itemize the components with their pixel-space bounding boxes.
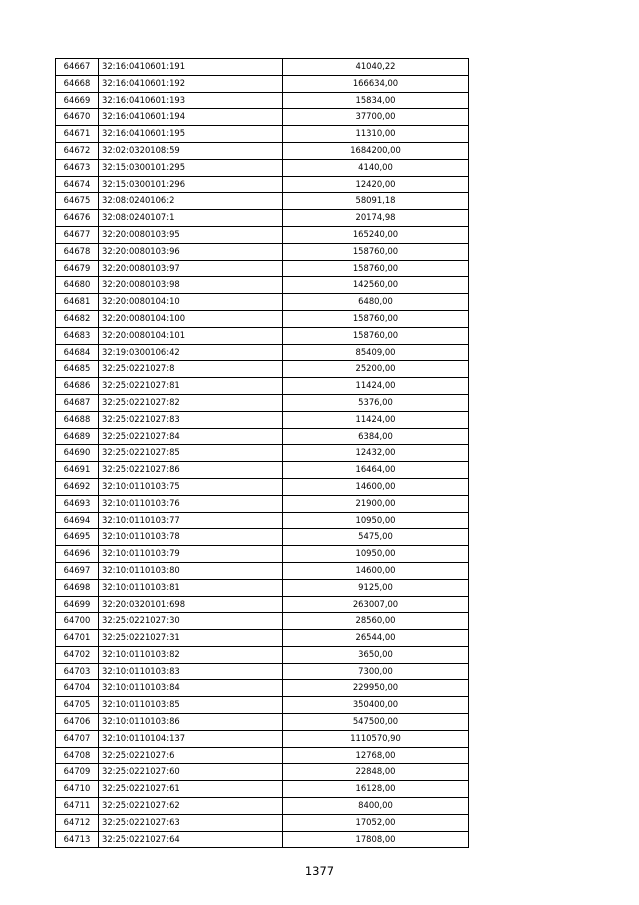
row-id-cell: 64691: [56, 462, 99, 479]
cadastral-number-cell: 32:16:0410601:194: [99, 109, 283, 126]
table-row: [56, 277, 469, 294]
table-row: [56, 798, 469, 815]
table-row: [56, 428, 469, 445]
cadastral-number-cell: 32:10:0110103:80: [99, 562, 283, 579]
value-cell: 158760,00: [283, 327, 469, 344]
row-id-cell: 64684: [56, 344, 99, 361]
table-row: [56, 361, 469, 378]
value-cell: 58091,18: [283, 193, 469, 210]
row-id-cell: 64671: [56, 126, 99, 143]
cadastral-number-cell: 32:10:0110103:82: [99, 646, 283, 663]
cadastral-number-cell: 32:19:0300106:42: [99, 344, 283, 361]
cadastral-number-cell: 32:10:0110103:85: [99, 697, 283, 714]
table-row: [56, 75, 469, 92]
value-cell: 6384,00: [283, 428, 469, 445]
value-cell: 9125,00: [283, 579, 469, 596]
table-row: [56, 394, 469, 411]
row-id-cell: 64670: [56, 109, 99, 126]
value-cell: 158760,00: [283, 243, 469, 260]
row-id-cell: 64677: [56, 226, 99, 243]
value-cell: 10950,00: [283, 512, 469, 529]
value-cell: 6480,00: [283, 294, 469, 311]
table-body: [56, 59, 469, 848]
value-cell: 158760,00: [283, 260, 469, 277]
cadastral-number-cell: 32:10:0110103:83: [99, 663, 283, 680]
row-id-cell: 64700: [56, 613, 99, 630]
row-id-cell: 64676: [56, 210, 99, 227]
cadastral-number-cell: 32:25:0221027:8: [99, 361, 283, 378]
table-row: [56, 294, 469, 311]
table-row: [56, 478, 469, 495]
table-row: [56, 646, 469, 663]
row-id-cell: 64707: [56, 730, 99, 747]
table-row: [56, 243, 469, 260]
row-id-cell: 64682: [56, 310, 99, 327]
table-row: [56, 747, 469, 764]
row-id-cell: 64711: [56, 798, 99, 815]
cadastral-number-cell: 32:25:0221027:64: [99, 831, 283, 848]
cadastral-number-cell: 32:25:0221027:61: [99, 781, 283, 798]
row-id-cell: 64703: [56, 663, 99, 680]
table-row: [56, 529, 469, 546]
cadastral-number-cell: 32:20:0080104:10: [99, 294, 283, 311]
cadastral-number-cell: 32:25:0221027:82: [99, 394, 283, 411]
row-id-cell: 64704: [56, 680, 99, 697]
row-id-cell: 64681: [56, 294, 99, 311]
value-cell: 4140,00: [283, 159, 469, 176]
cadastral-number-cell: 32:25:0221027:31: [99, 630, 283, 647]
row-id-cell: 64688: [56, 411, 99, 428]
row-id-cell: 64699: [56, 596, 99, 613]
value-cell: 165240,00: [283, 226, 469, 243]
cadastral-number-cell: 32:08:0240107:1: [99, 210, 283, 227]
value-cell: 16464,00: [283, 462, 469, 479]
row-id-cell: 64687: [56, 394, 99, 411]
table-row: [56, 226, 469, 243]
value-cell: 263007,00: [283, 596, 469, 613]
table-row: [56, 562, 469, 579]
table-row: [56, 495, 469, 512]
value-cell: 1110570,90: [283, 730, 469, 747]
value-cell: 142560,00: [283, 277, 469, 294]
table-row: [56, 109, 469, 126]
table-row: [56, 126, 469, 143]
value-cell: 12420,00: [283, 176, 469, 193]
value-cell: 85409,00: [283, 344, 469, 361]
cadastral-number-cell: 32:10:0110103:81: [99, 579, 283, 596]
cadastral-number-cell: 32:20:0080103:95: [99, 226, 283, 243]
value-cell: 16128,00: [283, 781, 469, 798]
table-row: [56, 260, 469, 277]
table-row: [56, 310, 469, 327]
row-id-cell: 64667: [56, 59, 99, 76]
cadastral-number-cell: 32:25:0221027:6: [99, 747, 283, 764]
cadastral-number-cell: 32:16:0410601:195: [99, 126, 283, 143]
row-id-cell: 64702: [56, 646, 99, 663]
cadastral-number-cell: 32:20:0080103:97: [99, 260, 283, 277]
value-cell: 22848,00: [283, 764, 469, 781]
cadastral-number-cell: 32:10:0110103:84: [99, 680, 283, 697]
table-row: [56, 59, 469, 76]
cadastral-number-cell: 32:25:0221027:85: [99, 445, 283, 462]
page-number: 1377: [304, 864, 335, 878]
value-cell: 17052,00: [283, 814, 469, 831]
row-id-cell: 64698: [56, 579, 99, 596]
row-id-cell: 64679: [56, 260, 99, 277]
value-cell: 1684200,00: [283, 142, 469, 159]
table-row: [56, 462, 469, 479]
value-cell: 229950,00: [283, 680, 469, 697]
row-id-cell: 64673: [56, 159, 99, 176]
row-id-cell: 64708: [56, 747, 99, 764]
table-row: [56, 411, 469, 428]
row-id-cell: 64710: [56, 781, 99, 798]
table-row: [56, 663, 469, 680]
cadastral-number-cell: 32:16:0410601:191: [99, 59, 283, 76]
value-cell: 547500,00: [283, 714, 469, 731]
row-id-cell: 64669: [56, 92, 99, 109]
table-row: [56, 512, 469, 529]
table-row: [56, 579, 469, 596]
cadastral-number-cell: 32:20:0320101:698: [99, 596, 283, 613]
row-id-cell: 64683: [56, 327, 99, 344]
value-cell: 3650,00: [283, 646, 469, 663]
cadastral-number-cell: 32:20:0080104:100: [99, 310, 283, 327]
value-cell: 350400,00: [283, 697, 469, 714]
cadastral-number-cell: 32:16:0410601:193: [99, 92, 283, 109]
cadastral-number-cell: 32:10:0110104:137: [99, 730, 283, 747]
row-id-cell: 64694: [56, 512, 99, 529]
table-row: [56, 764, 469, 781]
table-row: [56, 327, 469, 344]
value-cell: 37700,00: [283, 109, 469, 126]
row-id-cell: 64690: [56, 445, 99, 462]
cadastral-value-table: [55, 58, 469, 848]
table-row: [56, 159, 469, 176]
cadastral-number-cell: 32:20:0080104:101: [99, 327, 283, 344]
row-id-cell: 64713: [56, 831, 99, 848]
cadastral-number-cell: 32:16:0410601:192: [99, 75, 283, 92]
cadastral-number-cell: 32:10:0110103:77: [99, 512, 283, 529]
value-cell: 15834,00: [283, 92, 469, 109]
value-cell: 14600,00: [283, 478, 469, 495]
table-row: [56, 92, 469, 109]
row-id-cell: 64678: [56, 243, 99, 260]
table-row: [56, 781, 469, 798]
value-cell: 26544,00: [283, 630, 469, 647]
table-row: [56, 210, 469, 227]
cadastral-number-cell: 32:10:0110103:86: [99, 714, 283, 731]
row-id-cell: 64709: [56, 764, 99, 781]
row-id-cell: 64675: [56, 193, 99, 210]
row-id-cell: 64692: [56, 478, 99, 495]
cadastral-number-cell: 32:10:0110103:79: [99, 546, 283, 563]
value-cell: 12432,00: [283, 445, 469, 462]
row-id-cell: 64701: [56, 630, 99, 647]
table-row: [56, 176, 469, 193]
row-id-cell: 64696: [56, 546, 99, 563]
cadastral-number-cell: 32:15:0300101:296: [99, 176, 283, 193]
value-cell: 41040,22: [283, 59, 469, 76]
row-id-cell: 64685: [56, 361, 99, 378]
cadastral-number-cell: 32:10:0110103:78: [99, 529, 283, 546]
value-cell: 8400,00: [283, 798, 469, 815]
row-id-cell: 64712: [56, 814, 99, 831]
value-cell: 158760,00: [283, 310, 469, 327]
row-id-cell: 64674: [56, 176, 99, 193]
row-id-cell: 64689: [56, 428, 99, 445]
value-cell: 14600,00: [283, 562, 469, 579]
table-row: [56, 680, 469, 697]
value-cell: 12768,00: [283, 747, 469, 764]
cadastral-number-cell: 32:25:0221027:60: [99, 764, 283, 781]
row-id-cell: 64693: [56, 495, 99, 512]
table-row: [56, 630, 469, 647]
row-id-cell: 64697: [56, 562, 99, 579]
row-id-cell: 64680: [56, 277, 99, 294]
value-cell: 11424,00: [283, 378, 469, 395]
value-cell: 166634,00: [283, 75, 469, 92]
cadastral-number-cell: 32:08:0240106:2: [99, 193, 283, 210]
value-cell: 20174,98: [283, 210, 469, 227]
row-id-cell: 64668: [56, 75, 99, 92]
row-id-cell: 64672: [56, 142, 99, 159]
table-row: [56, 814, 469, 831]
table-row: [56, 596, 469, 613]
table-row: [56, 193, 469, 210]
value-cell: 17808,00: [283, 831, 469, 848]
value-cell: 11424,00: [283, 411, 469, 428]
value-cell: 11310,00: [283, 126, 469, 143]
table-row: [56, 730, 469, 747]
cadastral-number-cell: 32:25:0221027:84: [99, 428, 283, 445]
value-cell: 5376,00: [283, 394, 469, 411]
value-cell: 21900,00: [283, 495, 469, 512]
cadastral-number-cell: 32:15:0300101:295: [99, 159, 283, 176]
value-cell: 28560,00: [283, 613, 469, 630]
table-row: [56, 714, 469, 731]
cadastral-number-cell: 32:25:0221027:63: [99, 814, 283, 831]
cadastral-number-cell: 32:10:0110103:75: [99, 478, 283, 495]
row-id-cell: 64695: [56, 529, 99, 546]
table-row: [56, 445, 469, 462]
value-cell: 5475,00: [283, 529, 469, 546]
table-row: [56, 697, 469, 714]
value-cell: 10950,00: [283, 546, 469, 563]
table-row: [56, 378, 469, 395]
table-row: [56, 831, 469, 848]
cadastral-number-cell: 32:25:0221027:83: [99, 411, 283, 428]
row-id-cell: 64706: [56, 714, 99, 731]
table-row: [56, 142, 469, 159]
cadastral-number-cell: 32:25:0221027:86: [99, 462, 283, 479]
row-id-cell: 64686: [56, 378, 99, 395]
cadastral-number-cell: 32:25:0221027:30: [99, 613, 283, 630]
table-row: [56, 546, 469, 563]
cadastral-number-cell: 32:02:0320108:59: [99, 142, 283, 159]
cadastral-number-cell: 32:20:0080103:98: [99, 277, 283, 294]
table-row: [56, 613, 469, 630]
cadastral-number-cell: 32:25:0221027:62: [99, 798, 283, 815]
row-id-cell: 64705: [56, 697, 99, 714]
cadastral-number-cell: 32:10:0110103:76: [99, 495, 283, 512]
value-cell: 7300,00: [283, 663, 469, 680]
cadastral-number-cell: 32:25:0221027:81: [99, 378, 283, 395]
table-row: [56, 344, 469, 361]
value-cell: 25200,00: [283, 361, 469, 378]
cadastral-number-cell: 32:20:0080103:96: [99, 243, 283, 260]
